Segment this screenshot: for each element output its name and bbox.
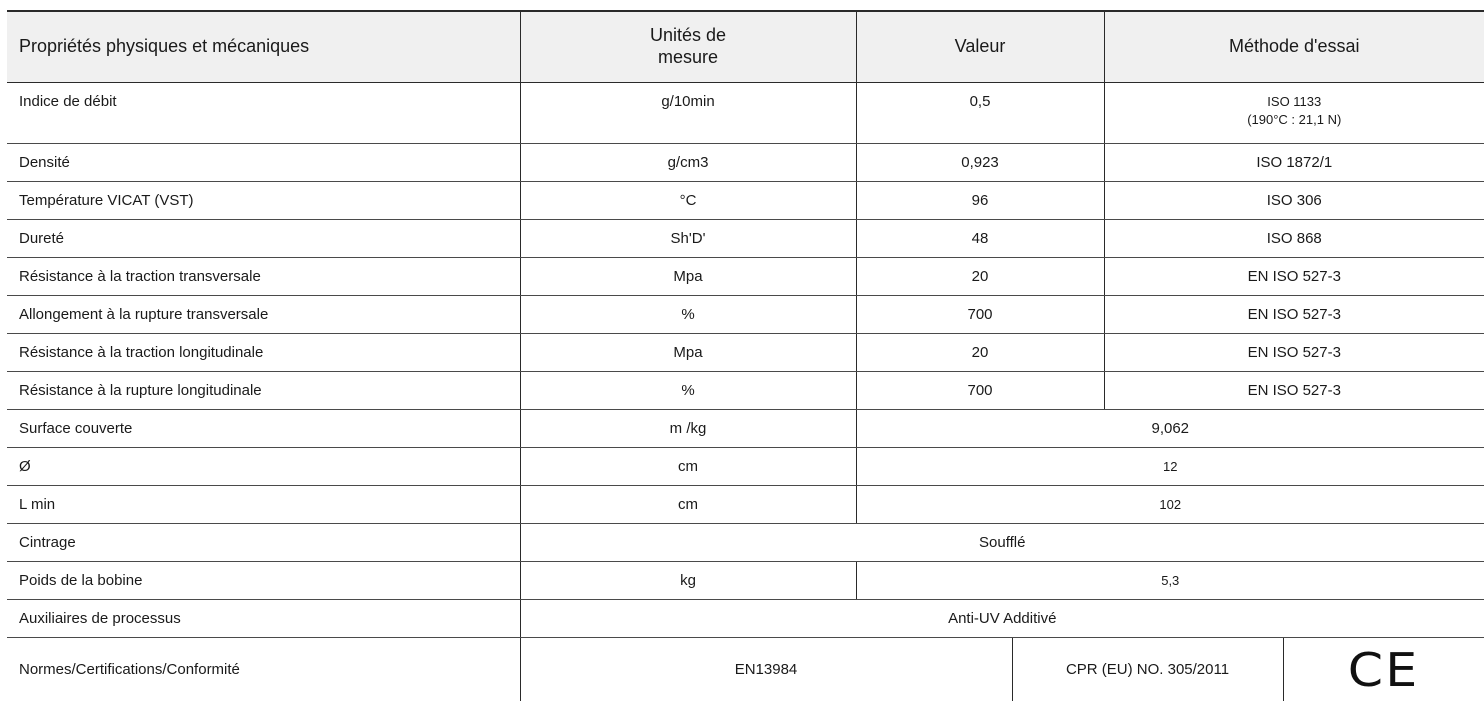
value-cell: 5,3: [856, 562, 1484, 600]
table-row: [7, 182, 1484, 220]
table-row: [7, 258, 1484, 296]
value-cell: 48: [856, 220, 1104, 258]
value-cell: Anti-UV Additivé: [520, 600, 1484, 638]
property-cell: Surface couverte: [7, 410, 520, 448]
unit-cell: Mpa: [520, 258, 856, 296]
header-method: Méthode d'essai: [1104, 11, 1484, 83]
table-row: [7, 220, 1484, 258]
method-cell: [1104, 83, 1484, 144]
property-cell: Poids de la bobine: [7, 562, 520, 600]
property-cell: Cintrage: [7, 524, 520, 562]
property-cell: Normes/Certifications/Conformité: [19, 660, 240, 678]
table-row: [7, 486, 1484, 524]
properties-table: [7, 10, 1484, 701]
unit-cell: g/cm3: [520, 144, 856, 182]
value-cell: 96: [856, 182, 1104, 220]
header-value: Valeur: [856, 11, 1104, 83]
ce-mark-cell: [1283, 638, 1484, 702]
table-row: [7, 83, 1484, 144]
property-cell: Résistance à la traction transversale: [7, 258, 520, 296]
regulation-cell: CPR (EU) NO. 305/2011: [1012, 638, 1283, 702]
header-unit-line2: mesure: [657, 47, 719, 67]
property-cell: Température VICAT (VST): [7, 182, 520, 220]
property-cell: Densité: [7, 144, 520, 182]
method-cell: EN ISO 527-3: [1104, 296, 1484, 334]
unit-cell: %: [520, 296, 856, 334]
unit-cell: %: [520, 372, 856, 410]
value-cell: 0,923: [856, 144, 1104, 182]
method-cell: EN ISO 527-3: [1104, 372, 1484, 410]
table-row: [7, 638, 1484, 702]
value-cell: 0,5: [856, 83, 1104, 144]
table-row: [7, 524, 1484, 562]
method-cell: EN ISO 527-3: [1104, 334, 1484, 372]
unit-cell: Sh'D': [520, 220, 856, 258]
value-cell: 700: [856, 372, 1104, 410]
unit-cell: °C: [520, 182, 856, 220]
property-cell: Auxiliaires de processus: [7, 600, 520, 638]
method-cell: ISO 868: [1104, 220, 1484, 258]
property-cell: L min: [7, 486, 520, 524]
table-row: [7, 562, 1484, 600]
method-cell: ISO 1872/1: [1104, 144, 1484, 182]
unit-cell: cm: [520, 448, 856, 486]
header-unit: [520, 11, 856, 83]
method-text: ISO 1133: [1267, 94, 1322, 109]
table-row: [7, 372, 1484, 410]
value-cell: 12: [856, 448, 1484, 486]
value-cell: 9,062: [856, 410, 1484, 448]
property-cell: Résistance à la traction longitudinale: [7, 334, 520, 372]
property-cell: Indice de débit: [7, 83, 520, 144]
method-cell: ISO 306: [1104, 182, 1484, 220]
value-cell: 102: [856, 486, 1484, 524]
unit-cell: g/10min: [520, 83, 856, 144]
header-property: Propriétés physiques et mécaniques: [7, 11, 520, 83]
table-row: [7, 448, 1484, 486]
unit-cell: Mpa: [520, 334, 856, 372]
standard-cell: EN13984: [520, 638, 1012, 702]
value-cell: 20: [856, 258, 1104, 296]
table-row: [7, 334, 1484, 372]
header-unit-line1: Unités de: [649, 25, 727, 45]
table-row: [7, 144, 1484, 182]
table-row: [7, 410, 1484, 448]
ce-mark-icon: CE: [1347, 642, 1420, 697]
unit-cell: cm: [520, 486, 856, 524]
value-cell: 700: [856, 296, 1104, 334]
table-header-row: [7, 11, 1484, 83]
table-row: [7, 600, 1484, 638]
method-cell: EN ISO 527-3: [1104, 258, 1484, 296]
method-note: (190°C : 21,1 N): [1247, 112, 1342, 127]
property-cell: Dureté: [7, 220, 520, 258]
unit-cell: m /kg: [520, 410, 856, 448]
property-cell: Allongement à la rupture transversale: [7, 296, 520, 334]
value-cell: 20: [856, 334, 1104, 372]
table-row: [7, 296, 1484, 334]
value-cell: Soufflé: [520, 524, 1484, 562]
unit-cell: kg: [520, 562, 856, 600]
property-cell: Ø: [7, 448, 520, 486]
property-cell: Résistance à la rupture longitudinale: [7, 372, 520, 410]
